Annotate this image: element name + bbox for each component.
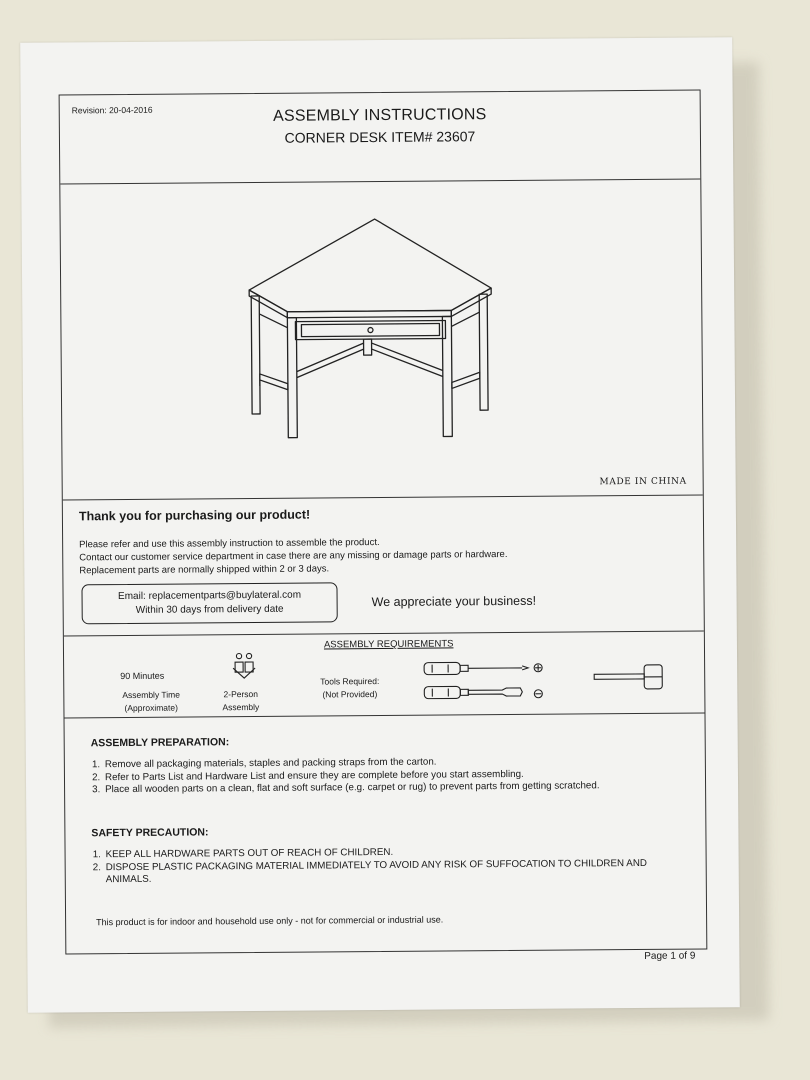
divider	[60, 178, 700, 184]
email-contact-box	[81, 582, 337, 624]
appreciation-text: We appreciate your business!	[371, 593, 537, 610]
corner-desk-illustration	[238, 202, 520, 444]
contact-email: Email: replacementparts@buylateral.com	[117, 589, 302, 603]
requirements-heading: ASSEMBLY REQUIREMENTS	[323, 638, 454, 651]
contact-within: Within 30 days from delivery date	[135, 603, 284, 616]
instruction-sheet	[20, 37, 740, 1013]
time-approx-label: (Approximate)	[124, 702, 178, 714]
list-item: 2. DISPOSE PLASTIC PACKAGING MATERIAL IMMEDIATELY TO AVOID ANY RISK OF SUFFOCATION TO CHILDREN AND ANIMALS.	[104, 857, 694, 887]
thank-you-line: Replacement parts are normally shipped within 2 or 3 days.	[79, 563, 330, 577]
content-frame	[59, 89, 708, 954]
document-subtitle: CORNER DESK ITEM# 23607	[284, 128, 476, 146]
assembly-time-label	[122, 689, 180, 715]
divider	[63, 494, 703, 500]
list-item: 2. Refer to Parts List and Hardware List and ensure they are complete before you start assembling.	[103, 767, 703, 784]
thank-you-line: Please refer and use this assembly instruction to assemble the product.	[79, 537, 380, 551]
thank-you-heading: Thank you for purchasing our product!	[78, 507, 311, 524]
list-item: 1. Remove all packaging materials, staples and packing straps from the carton.	[103, 754, 703, 771]
revision-date: Revision: 20-04-2016	[71, 104, 153, 116]
mallet-icon	[592, 661, 672, 696]
safety-list	[92, 845, 694, 887]
assembly-time-value: 90 Minutes	[120, 670, 165, 682]
tools-not-provided-label: (Not Provided)	[322, 689, 378, 700]
list-item: 1. KEEP ALL HARDWARE PARTS OUT OF REACH OF CHILDREN.	[104, 845, 694, 862]
person-label: 2-Person	[223, 688, 259, 700]
two-person-label	[222, 688, 259, 714]
page-number: Page 1 of 9	[644, 950, 696, 962]
safety-heading: SAFETY PRECAUTION:	[91, 826, 209, 840]
thank-you-text	[79, 535, 508, 577]
tools-label: Tools Required:	[320, 676, 380, 687]
people-icon	[230, 652, 258, 682]
preparation-list	[91, 754, 703, 796]
list-item: 3. Place all wooden parts on a clean, flat and soft surface (e.g. carpet or rug) to prevent parts from getting scratched.	[103, 779, 703, 796]
divider	[64, 630, 704, 636]
document-title: ASSEMBLY INSTRUCTIONS	[273, 106, 487, 125]
screwdrivers-icon	[422, 658, 552, 707]
usage-note: This product is for indoor and household use only - not for commercial or industrial use.	[96, 914, 444, 928]
preparation-heading: ASSEMBLY PREPARATION:	[90, 736, 230, 750]
time-label: Assembly Time	[122, 689, 180, 701]
person-assembly-label: Assembly	[222, 701, 260, 713]
thank-you-line: Contact our customer service department in case there are any missing or damage parts or hardware.	[79, 548, 508, 564]
tools-required-label	[320, 675, 379, 701]
made-in-label: MADE IN CHINA	[599, 476, 687, 488]
